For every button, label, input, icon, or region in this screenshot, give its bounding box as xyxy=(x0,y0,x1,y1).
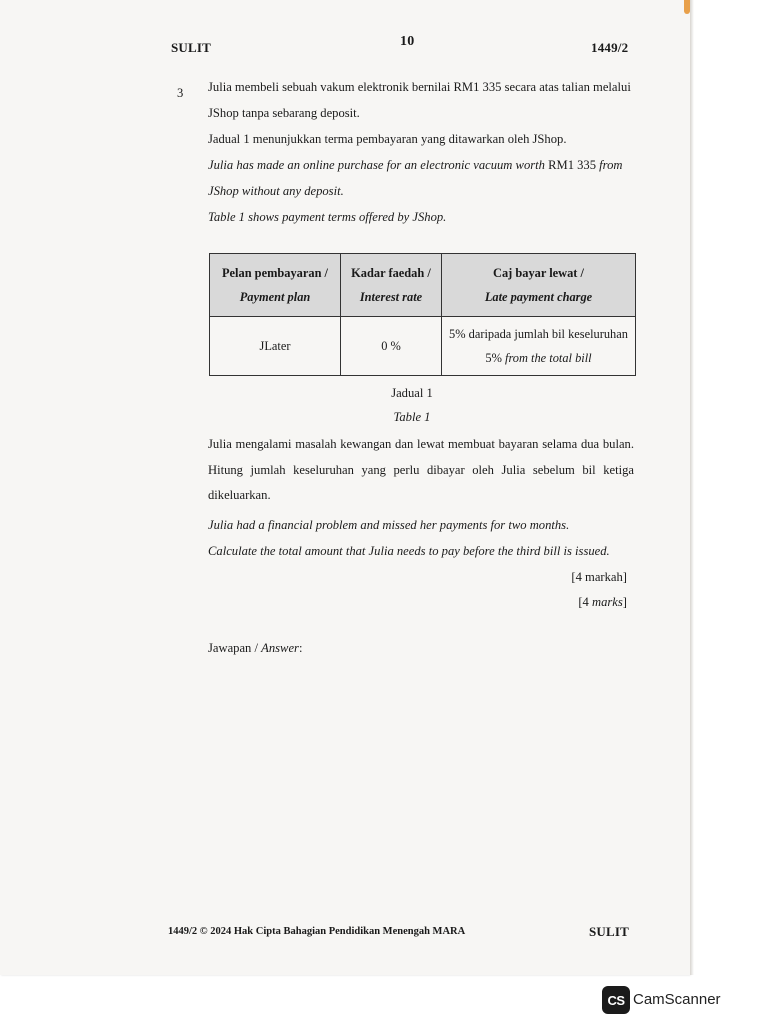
answer-label-ms: Jawapan / xyxy=(208,641,262,655)
table-header-row xyxy=(210,254,636,317)
task-ms-line-1: Julia mengalami masalah kewangan dan lewat membuat bayaran selama dua bulan. xyxy=(208,437,634,451)
header-payment-plan-ms: Pelan pembayaran / xyxy=(221,266,328,280)
footer-classification: SULIT xyxy=(589,924,630,939)
marks-ms: [4 markah] xyxy=(571,570,627,584)
corner-tab xyxy=(684,0,690,14)
question-en-line-2: JShop without any deposit. xyxy=(208,184,344,198)
header-payment-plan-en: Payment plan xyxy=(239,290,311,304)
page-number: 10 xyxy=(400,34,415,49)
header-late-charge xyxy=(442,254,636,317)
table-caption-ms: Jadual 1 xyxy=(391,386,433,400)
marks-en-open: [4 xyxy=(578,595,592,609)
table-row xyxy=(210,317,636,376)
cell-late-charge-en-text: from the total bill xyxy=(505,351,592,365)
task-en-line-2: Calculate the total amount that Julia needs to pay before the third bill is issued. xyxy=(208,544,610,558)
header-payment-plan xyxy=(210,254,341,317)
question-ms-line-2: JShop tanpa sebarang deposit. xyxy=(208,106,360,120)
cell-late-charge-percent: 5% xyxy=(485,351,505,365)
header-interest-rate-en: Interest rate xyxy=(359,290,423,304)
question-ms-line-3: Jadual 1 menunjukkan terma pembayaran yang ditawarkan oleh JShop. xyxy=(208,132,567,146)
header-paper-code: 1449/2 xyxy=(591,40,629,55)
cell-late-charge xyxy=(442,317,636,376)
marks-en-word: marks xyxy=(592,595,623,609)
footer-copyright: 1449/2 © 2024 Hak Cipta Bahagian Pendidikan Menengah MARA xyxy=(168,926,466,937)
payment-terms-table xyxy=(209,253,636,376)
question-en-text-end: from xyxy=(596,158,623,172)
cell-payment-plan: JLater xyxy=(210,317,341,376)
camscanner-logo: CS xyxy=(602,986,630,1014)
answer-label-en: Answer xyxy=(261,641,299,655)
cell-late-charge-ms: 5% daripada jumlah bil keseluruhan xyxy=(449,327,628,341)
answer-label xyxy=(208,642,302,655)
question-en-line-1 xyxy=(208,159,623,172)
marks-en xyxy=(578,595,627,610)
header-interest-rate-ms: Kadar faedah / xyxy=(351,266,431,280)
task-ms-line-3: dikeluarkan. xyxy=(208,488,271,502)
question-ms-line-1: Julia membeli sebuah vakum elektronik bernilai RM1 335 secara atas talian melalui xyxy=(208,80,631,94)
cell-late-charge-en xyxy=(444,346,633,370)
answer-label-colon: : xyxy=(298,641,303,655)
task-ms-line-2: Hitung jumlah keseluruhan yang perlu dibayar oleh Julia sebelum bil ketiga xyxy=(208,463,634,477)
cell-interest-rate: 0 % xyxy=(341,317,442,376)
marks-en-close: ] xyxy=(622,595,627,609)
task-en-line-1: Julia had a financial problem and missed her payments for two months. xyxy=(208,518,570,532)
question-en-price: RM1 335 xyxy=(548,158,597,172)
page-edge-shadow xyxy=(690,0,694,975)
header-classification: SULIT xyxy=(171,40,212,55)
header-late-charge-ms: Caj bayar lewat / xyxy=(493,266,584,280)
question-en-line-3: Table 1 shows payment terms offered by JShop. xyxy=(208,210,447,224)
header-interest-rate xyxy=(341,254,442,317)
camscanner-name: CamScanner xyxy=(633,991,721,1008)
answer-space xyxy=(208,665,638,905)
question-en-text: Julia has made an online purchase for an electronic vacuum worth xyxy=(208,158,549,172)
question-number: 3 xyxy=(177,86,184,100)
table-caption-en: Table 1 xyxy=(393,410,431,424)
header-late-charge-en: Late payment charge xyxy=(484,290,593,304)
